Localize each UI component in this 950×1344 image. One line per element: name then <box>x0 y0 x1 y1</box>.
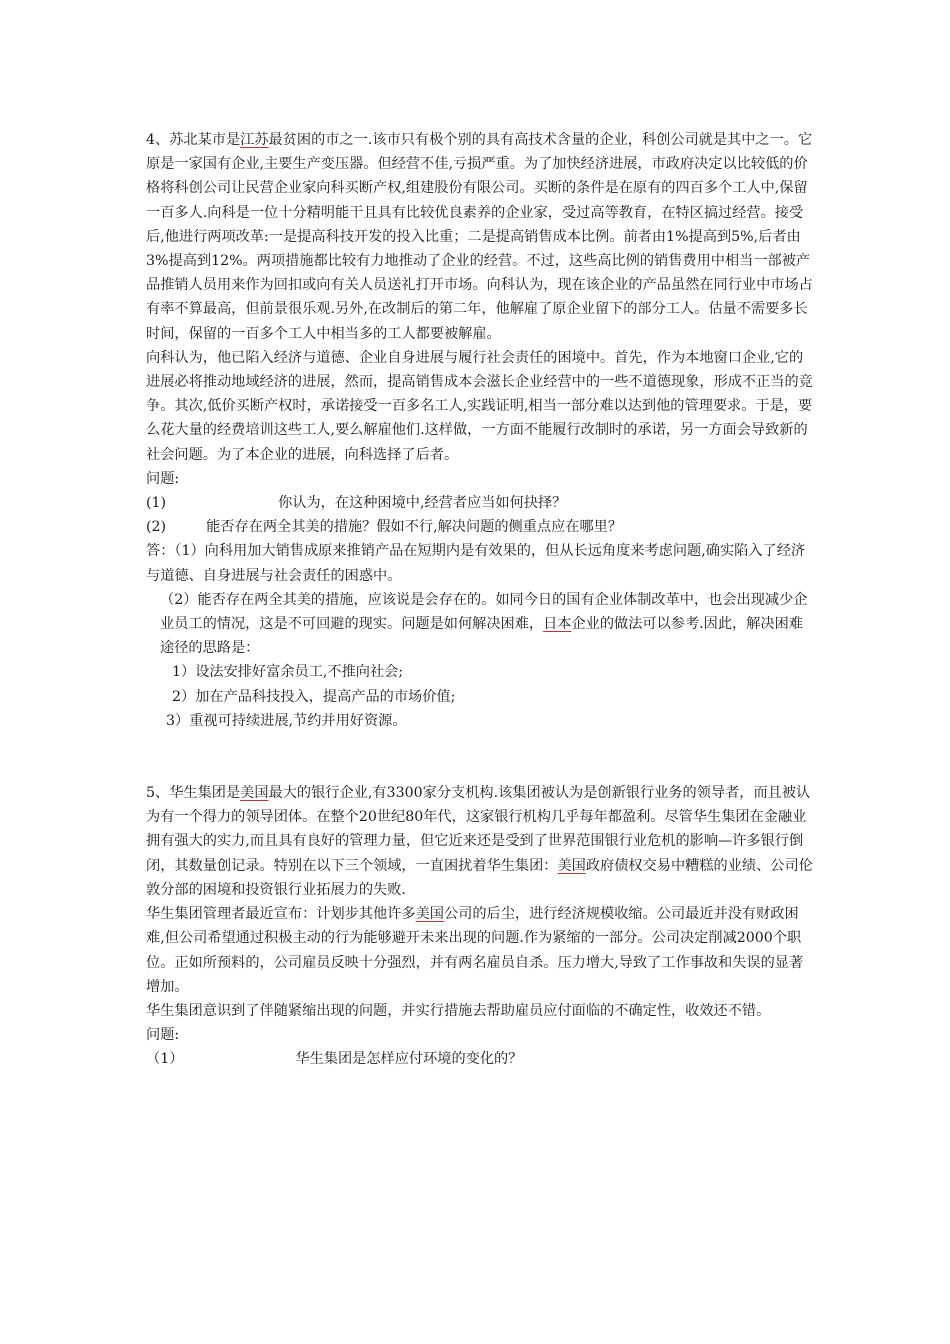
case5-p2-text-a: 华生集团管理者最近宣布：计划步其他许多 <box>146 906 416 923</box>
case4-answer-1: 答：（1）向科用加大销售成原来推销产品在短期内是有效果的，但从长远角度来考虑问题,确实陷入了经济与道德、自身进展与社会责任的困惑中。 <box>146 543 806 584</box>
list-item: 1）设法安排好富余员工,不推向社会; <box>172 664 404 681</box>
case4-answer-2 <box>146 588 816 661</box>
question-number: （1） <box>146 1051 184 1068</box>
link-usa[interactable]: 美国 <box>557 857 586 874</box>
document-page <box>146 128 816 1072</box>
case5-paragraph-2 <box>146 902 816 999</box>
case5-p1-text-b: 最大的银行企业,有3300家分支机构.该集团被认为是创新银行业务的领导者，而且被认为有一个得力的领导团体。在整个20世纪80年代，这家银行机构几乎每年都盈利。尽管华生集团在金融业拥有强大的实力,而且具有良好的管理力量，但它近来还是受到了世界范围银行业危机的影响—许多银行倒闭，其数量创记录。特别在以下三个领域，一直困扰着华生集团： <box>146 785 811 874</box>
case4-p1-text-b: 最贫困的市之一.该市只有极个别的具有高技术含量的企业，科创公司就是其中之一。它原是一家国有企业,主要生产变压器。但经营不佳,亏损严重。为了加快经济进展，市政府决定以比较低的价格将科创公司让民营企业家向科买断产权,组建股份有限公司。买断的条件是在原有的四百多个工人中,保留一百多人.向科是一位十分精明能干且具有比较优良素养的企业家，受过高等教育，在特区搞过经营。接受后,他进行两项改革:一是提高科技开发的投入比重；二是提高销售成本比例。前者由1%提高到5%,后者由3%提高到12%。两项措施都比较有力地推动了企业的经营。不过，这些高比例的销售费用中相当一部被产品推销人员用来作为回扣或向有关人员送礼打开市场。向科认为，现在该企业的产品虽然在同行业中市场占有率不算最高，但前景很乐观.另外,在改制后的第二年，他解雇了原企业留下的部分工人。估量不需要多长时间，保留的一百多个工人中相当多的工人都要被解雇。 <box>146 132 813 342</box>
question-number: (2) <box>146 519 167 536</box>
question-text: 能否存在两全其美的措施？假如不行,解决问题的侧重点应在哪里？ <box>206 519 623 536</box>
case4-paragraph-2: 向科认为，他已陷入经济与道德、企业自身进展与履行社会责任的困境中。首先，作为本地窗口企业,它的进展必将推动地域经济的进展，然而，提高销售成本会滋长企业经营中的一些不道德现象，形成不正当的竞争。其次,低价买断产权时，承诺接受一百多名工人,实践证明,相当一部分难以达到他的管理要求。于是，要么花大量的经费培训这些工人,要么解雇他们.这样做，一方面不能履行改制时的承诺，另一方面会导致新的社会问题。为了本企业的进展，向科选择了后者。 <box>146 349 813 463</box>
case5-p1-text-a: 5、华生集团是 <box>146 785 241 802</box>
question-text: 你认为，在这种困境中,经营者应当如何抉择？ <box>278 495 567 512</box>
case5-question-1 <box>146 1047 816 1071</box>
case5-questions-label: 问题: <box>146 1027 180 1044</box>
link-usa[interactable]: 美国 <box>415 906 444 923</box>
question-text: 华生集团是怎样应付环境的变化的？ <box>295 1051 523 1068</box>
case5-paragraph-1 <box>146 781 816 902</box>
case4-p1-text-a: 4、苏北某市是 <box>146 132 241 148</box>
case4-question-1 <box>146 491 816 515</box>
case5-paragraph-3: 华生集团意识到了伴随紧缩出现的问题，并实行措施去帮助雇员应付面临的不确定性，收效还不错。 <box>146 1002 771 1019</box>
case4-paragraph-1 <box>146 128 816 346</box>
link-usa[interactable]: 美国 <box>240 785 269 802</box>
case4-question-2 <box>146 515 816 539</box>
case4-a2-text-b: 企业的做法可以参考.因此，解决困难途径的思路是： <box>160 616 803 657</box>
question-number: (1) <box>146 495 167 512</box>
list-item: 2）加在产品科技投入，提高产品的市场价值; <box>172 688 456 705</box>
link-jiangsu[interactable]: 江苏 <box>240 132 269 148</box>
link-japan[interactable]: 日本 <box>543 616 572 633</box>
case4-a2-text-a: （2）能否存在两全其美的措施，应该说是会存在的。如同今日的国有企业体制改革中，也会出现减少企业员工的情况，这是不可回避的现实。问题是如何解决困难， <box>160 591 808 633</box>
list-item: 3）重视可持续进展,节约并用好资源。 <box>166 712 407 729</box>
case5-p2-text-b: 公司的后尘，进行经济规模收缩。公司最近并没有财政困难,但公司希望通过积极主动的行为能够避开未来出现的问题.作为紧缩的一部分。公司决定削减2000个职位。正如所预料的，公司雇员反映十分强烈，并有两名雇员自杀。压力增大,导致了工作事故和失误的显著增加。 <box>146 906 804 995</box>
case5-p1-text-c: 政府债权交易中糟糕的业绩、公司伦敦分部的困境和投资银行业拓展力的失败. <box>146 857 813 898</box>
case4-questions-label: 问题: <box>146 470 180 487</box>
